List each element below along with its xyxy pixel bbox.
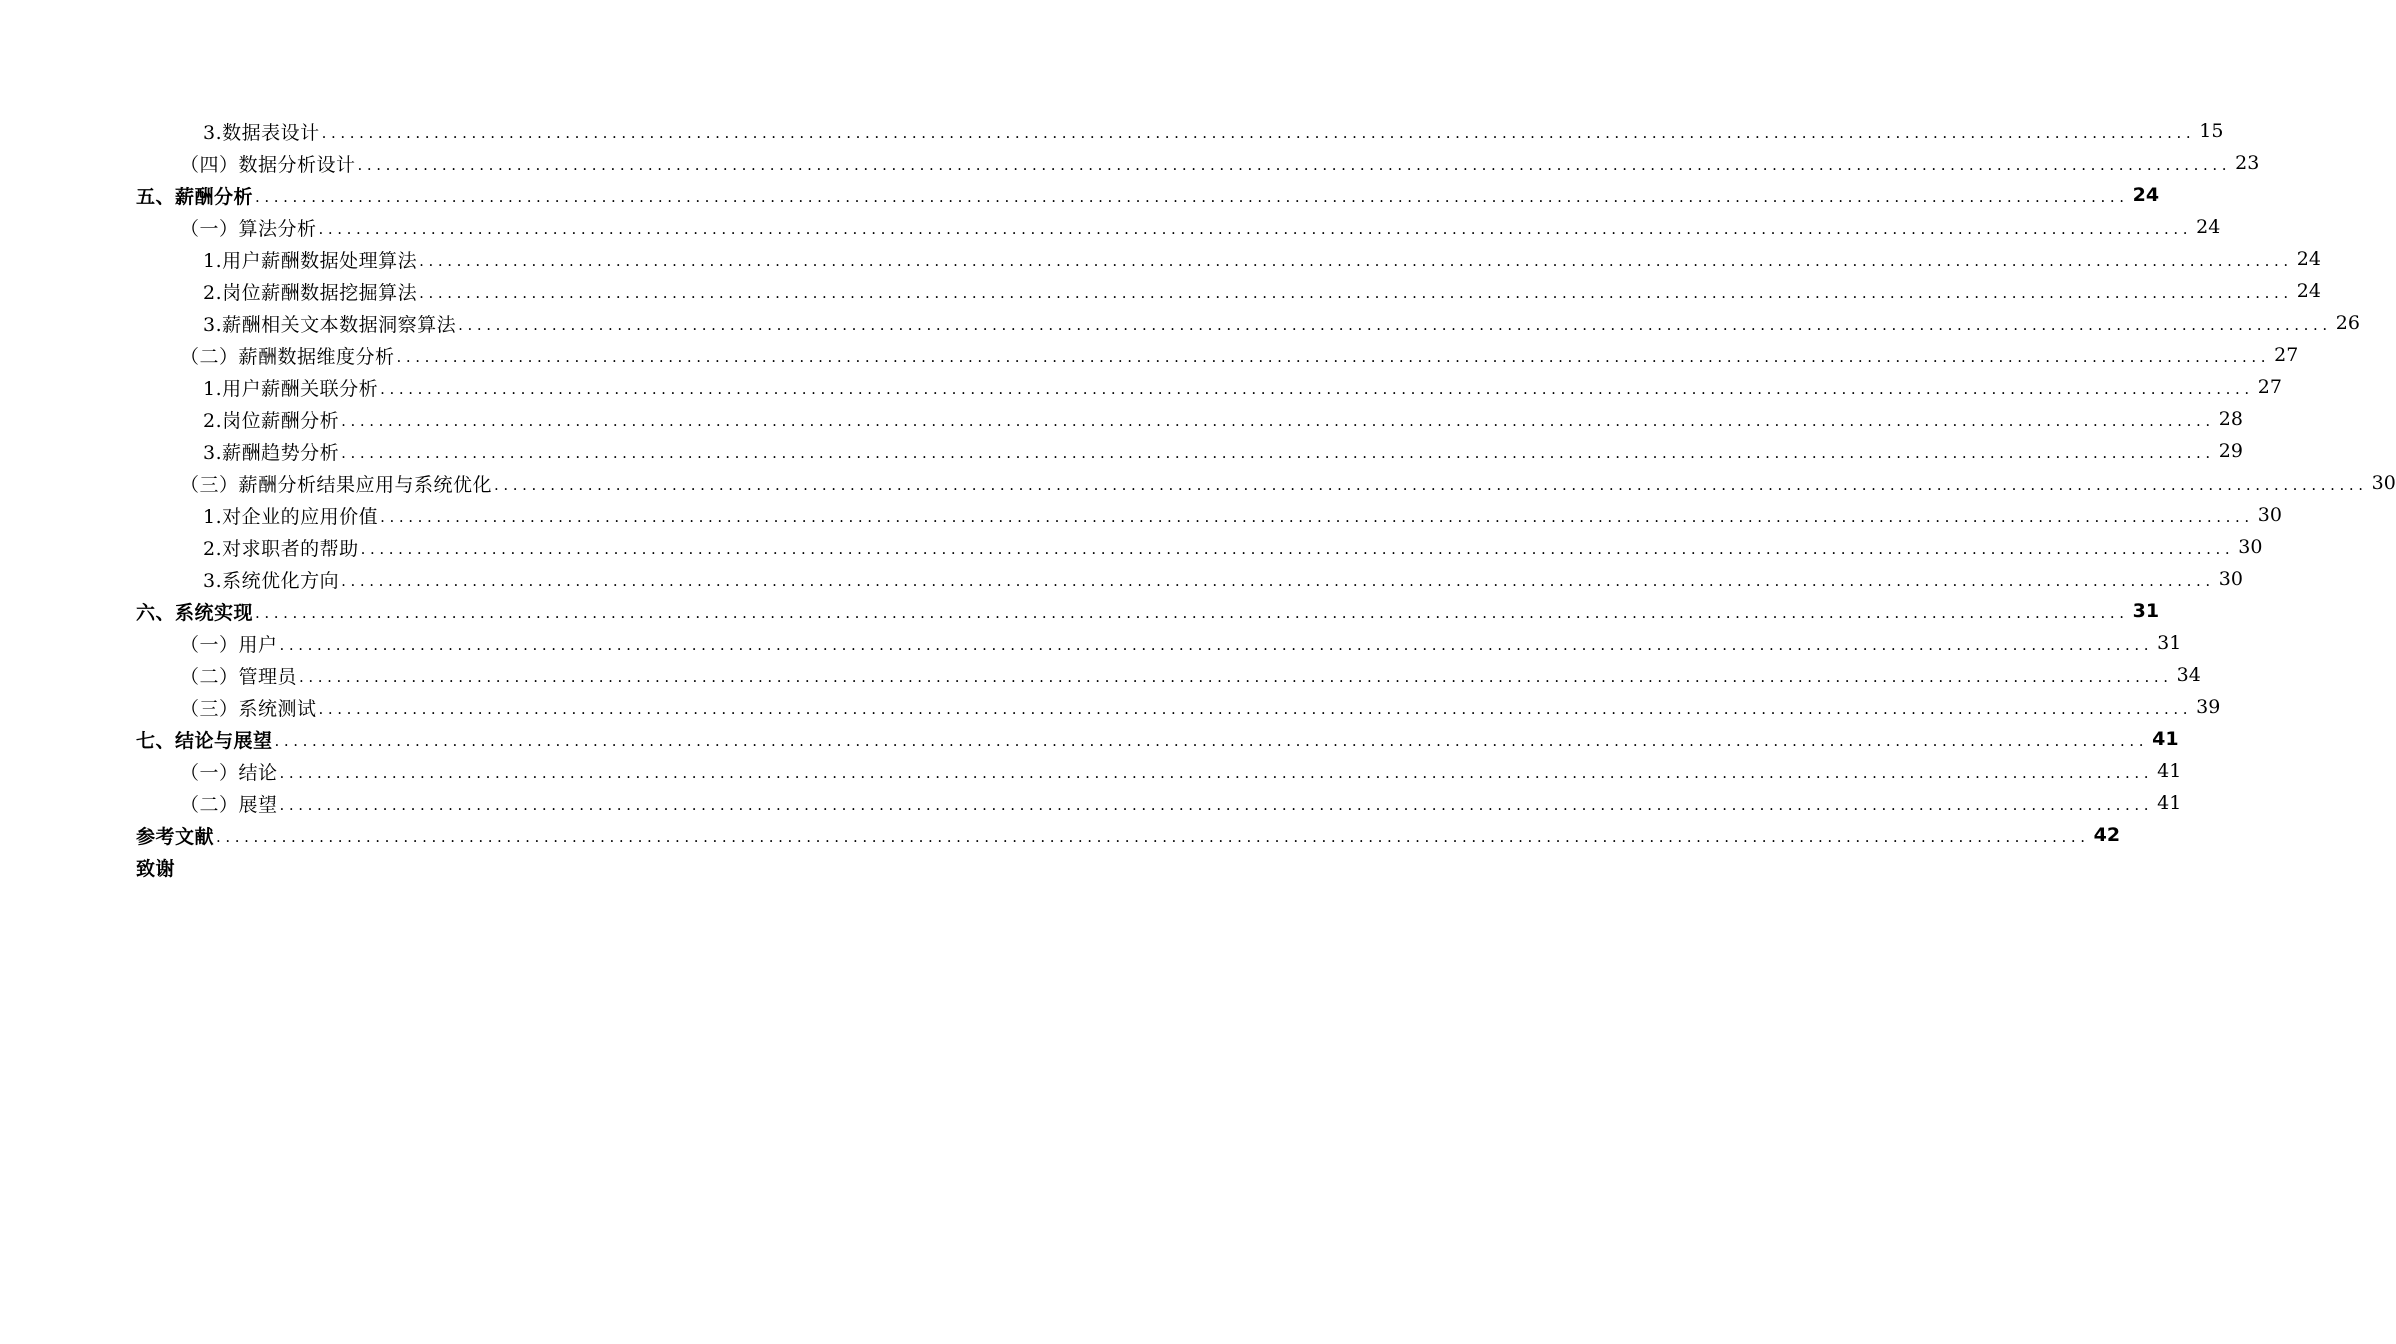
toc-entry xyxy=(203,563,2243,595)
toc-entry xyxy=(203,243,2321,275)
toc-entry xyxy=(203,499,2282,531)
toc-entry xyxy=(180,627,2182,659)
toc-entry-title: 3.系统优化方向 xyxy=(203,569,340,592)
toc-leader-dots: ........................................................................................................................................................................................................ xyxy=(341,411,2215,430)
toc-page-number: 39 xyxy=(2196,696,2221,718)
toc-entry-title: （一）算法分析 xyxy=(180,217,317,240)
toc-entry-title: （二）管理员 xyxy=(180,665,298,688)
toc-entry xyxy=(203,275,2321,307)
toc-entry xyxy=(180,339,2299,371)
toc-entry xyxy=(203,371,2282,403)
toc-entry-title: 2.岗位薪酬数据挖掘算法 xyxy=(203,281,418,304)
toc-leader-dots: ........................................................................................................................................................................................................ xyxy=(419,251,2293,270)
toc-entry-title: （二）薪酬数据维度分析 xyxy=(180,345,395,368)
toc-page-number: 24 xyxy=(2196,216,2221,238)
toc-entry xyxy=(180,691,2221,723)
toc-entry-title: 1.用户薪酬数据处理算法 xyxy=(203,249,418,272)
toc-chapter-entry xyxy=(136,819,2121,851)
toc-page-number: 27 xyxy=(2257,376,2282,398)
toc-leader-dots: ........................................................................................................................................................................................................ xyxy=(279,795,2154,814)
toc-entry xyxy=(203,435,2243,467)
toc-entry-title: 3.薪酬趋势分析 xyxy=(203,441,340,464)
toc-page-number: 24 xyxy=(2296,280,2321,302)
toc-leader-dots: ........................................................................................................................................................................................................ xyxy=(360,539,2235,558)
toc-leader-dots: ........................................................................................................................................................................................................ xyxy=(341,571,2215,590)
toc-page-number: 41 xyxy=(2152,728,2179,750)
toc-leader-dots: ........................................................................................................................................................................................................ xyxy=(216,827,2090,846)
toc-entry xyxy=(180,755,2182,787)
toc-chapter-entry xyxy=(136,851,175,883)
toc-entry xyxy=(203,307,2360,339)
toc-entry xyxy=(180,211,2221,243)
toc-leader-dots: ........................................................................................................................................................................................................ xyxy=(419,283,2293,302)
toc-leader-dots: ........................................................................................................................................................................................................ xyxy=(318,699,2193,718)
toc-entry-title: （三）薪酬分析结果应用与系统优化 xyxy=(180,473,493,496)
toc-page-number: 41 xyxy=(2157,760,2182,782)
toc-entry-title: （二）展望 xyxy=(180,793,278,816)
toc-chapter-entry xyxy=(136,723,2179,755)
toc-entry-title: 七、结论与展望 xyxy=(136,729,273,752)
toc-entry xyxy=(180,467,2396,499)
toc-leader-dots: ........................................................................................................................................................................................................ xyxy=(357,155,2232,174)
toc-leader-dots: ........................................................................................................................................................................................................ xyxy=(318,219,2193,238)
toc-leader-dots: ........................................................................................................................................................................................................ xyxy=(321,123,2196,142)
toc-leader-dots: ........................................................................................................................................................................................................ xyxy=(279,763,2154,782)
toc-page-number: 30 xyxy=(2238,536,2263,558)
toc-page-number: 24 xyxy=(2132,184,2160,206)
toc-leader-dots: ........................................................................................................................................................................................................ xyxy=(396,347,2271,366)
toc-chapter-entry xyxy=(136,595,2160,627)
toc-page-number: 28 xyxy=(2218,408,2243,430)
toc-entry xyxy=(203,531,2263,563)
toc-entry xyxy=(203,403,2243,435)
toc-leader-dots: ........................................................................................................................................................................................................ xyxy=(255,187,2129,206)
toc-entry-title: 2.对求职者的帮助 xyxy=(203,537,359,560)
toc-page-number: 42 xyxy=(2093,824,2121,846)
toc-page-number: 15 xyxy=(2199,120,2224,142)
toc-entry-title: 五、薪酬分析 xyxy=(136,185,254,208)
toc-entry xyxy=(180,659,2201,691)
toc-entry-title: （四）数据分析设计 xyxy=(180,153,356,176)
toc-leader-dots: ........................................................................................................................................................................................................ xyxy=(279,635,2154,654)
toc-page-number: 31 xyxy=(2157,632,2182,654)
toc-leader-dots: ........................................................................................................................................................................................................ xyxy=(494,475,2368,494)
toc-page-number: 30 xyxy=(2218,568,2243,590)
toc-entry-title: （三）系统测试 xyxy=(180,697,317,720)
toc-leader-dots: ........................................................................................................................................................................................................ xyxy=(380,507,2254,526)
toc-page-number: 27 xyxy=(2274,344,2299,366)
toc-entry-title: 1.用户薪酬关联分析 xyxy=(203,377,379,400)
toc-entry-title: 致谢 xyxy=(136,857,176,880)
toc-entry-title: 1.对企业的应用价值 xyxy=(203,505,379,528)
toc-entry-title: （一）用户 xyxy=(180,633,278,656)
toc-entry-title: （一）结论 xyxy=(180,761,278,784)
toc-leader-dots: ........................................................................................................................................................................................................ xyxy=(380,379,2254,398)
toc-page-number: 41 xyxy=(2157,792,2182,814)
toc-leader-dots: ........................................................................................................................................................................................................ xyxy=(341,443,2215,462)
toc-page-number: 30 xyxy=(2257,504,2282,526)
toc-entry-title: 3.薪酬相关文本数据洞察算法 xyxy=(203,313,457,336)
toc-entry-title: 六、系统实现 xyxy=(136,601,254,624)
toc-entry-title: 3.数据表设计 xyxy=(203,121,320,144)
toc-page-number: 30 xyxy=(2371,472,2396,494)
toc-chapter-entry xyxy=(136,179,2160,211)
toc-entry-title: 2.岗位薪酬分析 xyxy=(203,409,340,432)
toc-leader-dots: ........................................................................................................................................................................................................ xyxy=(274,731,2149,750)
toc-page-number: 34 xyxy=(2176,664,2201,686)
toc-entry xyxy=(203,115,2224,147)
toc-page-number: 26 xyxy=(2335,312,2360,334)
toc-page-number: 24 xyxy=(2296,248,2321,270)
toc-entry-title: 参考文献 xyxy=(136,825,215,848)
toc-page-number: 31 xyxy=(2132,600,2160,622)
toc-page-number: 23 xyxy=(2235,152,2260,174)
toc-leader-dots: ........................................................................................................................................................................................................ xyxy=(255,603,2129,622)
toc-leader-dots: ........................................................................................................................................................................................................ xyxy=(299,667,2173,686)
toc-leader-dots: ........................................................................................................................................................................................................ xyxy=(458,315,2332,334)
toc-entry xyxy=(180,787,2182,819)
toc-page-number: 29 xyxy=(2218,440,2243,462)
toc-entry xyxy=(180,147,2260,179)
